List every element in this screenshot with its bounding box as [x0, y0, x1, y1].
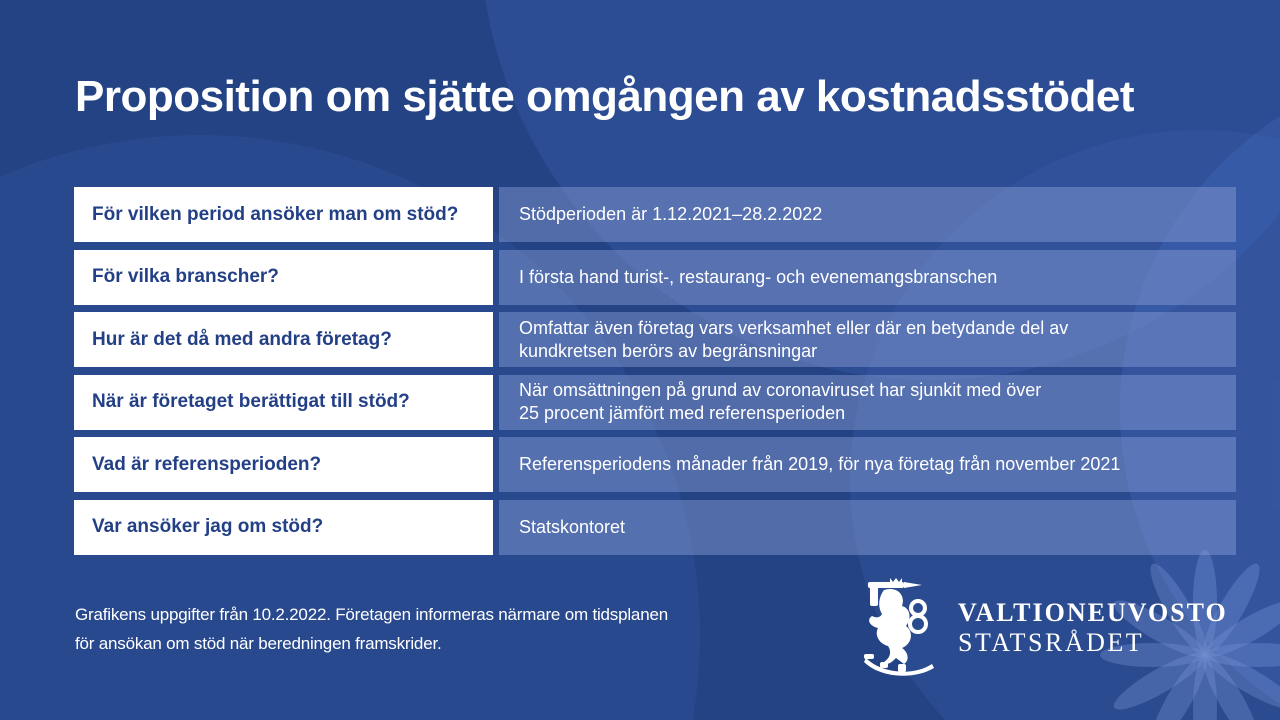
footer-line: för ansökan om stöd när beredningen framskrider.: [75, 634, 442, 653]
question-cell: Hur är det då med andra företag?: [74, 312, 493, 367]
footer-line: Grafikens uppgifter från 10.2.2022. Företagen informeras närmare om tidsplanen: [75, 605, 668, 624]
question-cell: För vilka branscher?: [74, 250, 493, 305]
qa-row: [74, 437, 1236, 492]
answer-cell: [499, 250, 1236, 305]
logo-text-swedish: STATSRÅDET: [958, 628, 1145, 657]
footer-note: [75, 600, 668, 658]
question-cell: Vad är referensperioden?: [74, 437, 493, 492]
answer-line: kundkretsen berörs av begränsningar: [519, 340, 818, 361]
question-cell: Var ansöker jag om stöd?: [74, 500, 493, 555]
answer-line: I första hand turist-, restaurang- och evenemangsbranschen: [519, 266, 998, 287]
question-cell: När är företaget berättigat till stöd?: [74, 375, 493, 430]
lion-coat-of-arms-icon: [862, 578, 940, 678]
answer-line: När omsättningen på grund av coronaviruset har sjunkit med över: [519, 380, 1042, 401]
qa-table: [74, 187, 1236, 563]
answer-cell: [499, 187, 1236, 242]
answer-cell: [499, 375, 1236, 430]
answer-cell: [499, 312, 1236, 367]
question-cell: För vilken period ansöker man om stöd?: [74, 187, 493, 242]
qa-row: [74, 312, 1236, 367]
qa-row: [74, 500, 1236, 555]
answer-line: Stödperioden är 1.12.2021–28.2.2022: [519, 204, 823, 224]
answer-cell: [499, 500, 1236, 555]
answer-line: Referensperiodens månader från 2019, för nya företag från november 2021: [519, 454, 1121, 475]
answer-line: 25 procent jämfört med referensperioden: [519, 403, 846, 424]
qa-row: [74, 250, 1236, 305]
answer-line: Omfattar även företag vars verksamhet eller där en betydande del av: [519, 317, 1069, 338]
answer-cell: [499, 437, 1236, 492]
qa-row: [74, 187, 1236, 242]
answer-line: Statskontoret: [519, 516, 626, 537]
qa-row: [74, 375, 1236, 430]
page-title: Proposition om sjätte omgången av kostnadsstödet: [75, 72, 1135, 121]
logo-text-finnish: VALTIONEUVOSTO: [958, 598, 1228, 627]
government-logo: [862, 578, 1228, 678]
